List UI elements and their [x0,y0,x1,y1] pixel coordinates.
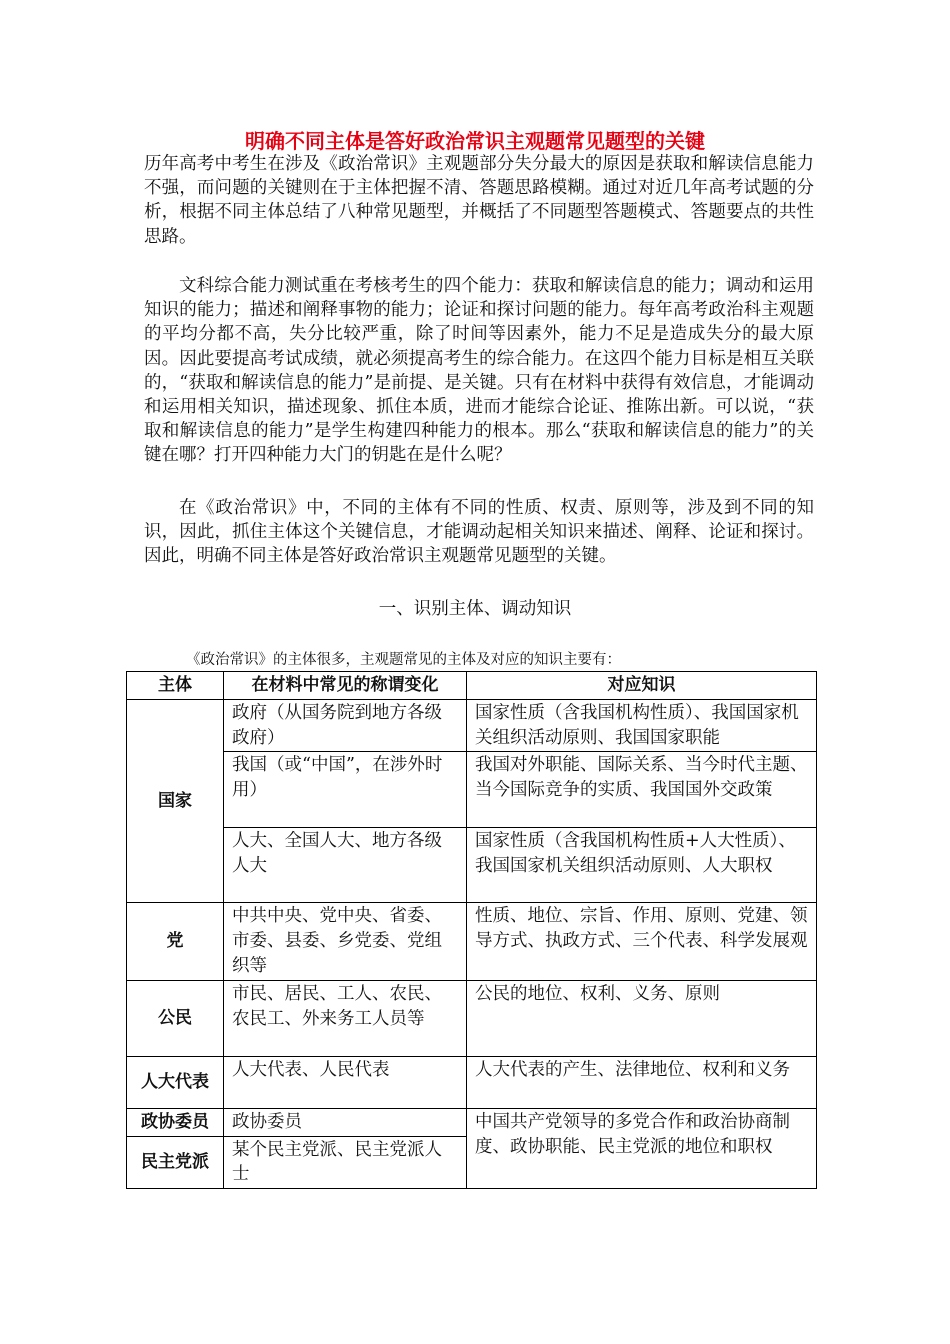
header-subject: 主体 [127,672,224,700]
section-heading: 一、识别主体、调动知识 [378,599,572,619]
terms-cell: 中共中央、党中央、省委、市委、县委、乡党委、党组织等 [224,903,467,980]
table-header-row [127,672,817,700]
table-row [127,699,817,752]
subject-cell: 公民 [127,980,224,1056]
knowledge-cell: 人大代表的产生、法律地位、权利和义务 [467,1056,817,1108]
table-row [127,752,817,828]
terms-cell: 人大代表、人民代表 [224,1056,467,1108]
body-paragraph: 在《政治常识》中，不同的主体有不同的性质、权责、原则等，涉及到不同的知识，因此，抓住主体这个关键信息，才能调动起相关知识来描述、阐释、论证和探讨。因此，明确不同主体是答好政治常识主观题常见题型的关键。 [144,498,814,567]
knowledge-cell: 性质、地位、宗旨、作用、原则、党建、领导方式、执政方式、三个代表、科学发展观 [467,903,817,980]
header-knowledge: 对应知识 [467,672,817,700]
terms-cell: 我国（或“中国”，在涉外时用） [224,752,467,828]
knowledge-cell: 公民的地位、权利、义务、原则 [467,980,817,1056]
subject-cell: 政协委员 [127,1108,224,1136]
table-caption: 《政治常识》的主体很多，主观题常见的主体及对应的知识主要有： [186,652,621,668]
intro-paragraph: 历年高考中考生在涉及《政治常识》主观题部分失分最大的原因是获取和解读信息能力不强，而问题的关键则在于主体把握不清、答题思路模糊。通过对近几年高考试题的分析，根据不同主体总结了八种常见题型，并概括了不同题型答题模式、答题要点的共性思路。 [144,154,814,247]
table-row [127,828,817,903]
terms-cell: 市民、居民、工人、农民、农民工、外来务工人员等 [224,980,467,1056]
terms-cell: 人大、全国人大、地方各级人大 [224,828,467,903]
document-title: 明确不同主体是答好政治常识主观题常见题型的关键 [245,129,705,153]
terms-cell: 政协委员 [224,1108,467,1136]
terms-cell: 政府（从国务院到地方各级政府） [224,699,467,752]
knowledge-cell: 国家性质（含我国机构性质）、我国国家机关组织活动原则、我国国家职能 [467,699,817,752]
header-terms: 在材料中常见的称谓变化 [224,672,467,700]
knowledge-cell: 国家性质（含我国机构性质+人大性质）、我国国家机关组织活动原则、人大职权 [467,828,817,903]
terms-cell: 某个民主党派、民主党派人士 [224,1136,467,1189]
table-row [127,980,817,1056]
body-paragraph: 文科综合能力测试重在考核考生的四个能力：获取和解读信息的能力；调动和运用知识的能力；描述和阐释事物的能力；论证和探讨问题的能力。每年高考政治科主观题的平均分都不高，失分比较严重，除了时间等因素外，能力不足是造成失分的最大原因。因此要提高考试成绩，就必须提高考生的综合能力。在这四个能力目标是相互关联的，“获取和解读信息的能力”是前提、是关键。只有在材料中获得有效信息，才能调动和运用相关知识，描述现象、抓住本质，进而才能综合论证、推陈出新。可以说，“获取和解读信息的能力”是学生构建四种能力的根本。那么“获取和解读信息的能力”的关键在哪？打开四种能力大门的钥匙在是什么呢？ [144,276,814,466]
table-row [127,903,817,980]
subject-knowledge-table [126,671,817,1189]
subject-cell: 民主党派 [127,1136,224,1189]
subject-cell: 人大代表 [127,1056,224,1108]
knowledge-cell: 我国对外职能、国际关系、当今时代主题、当今国际竞争的实质、我国国外交政策 [467,752,817,828]
subject-cell: 党 [127,903,224,980]
subject-cell: 国家 [127,699,224,903]
table-row [127,1108,817,1136]
table-row [127,1056,817,1108]
knowledge-cell: 中国共产党领导的多党合作和政治协商制度、政协职能、民主党派的地位和职权 [467,1108,817,1188]
